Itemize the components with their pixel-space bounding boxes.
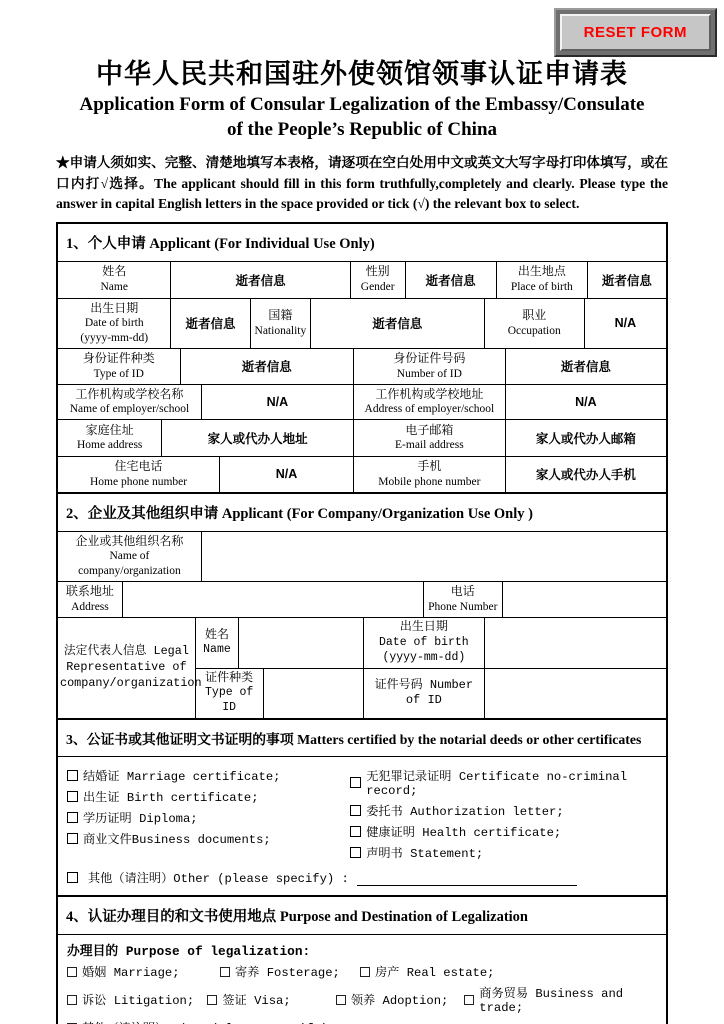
- home-address-label: 家庭住址 Home address: [76, 422, 143, 452]
- mobile-phone-label: 手机 Mobile phone number: [353, 457, 505, 492]
- cert-item-statement: 声明书 Statement;: [350, 844, 657, 861]
- employer-name-field[interactable]: N/A: [201, 385, 353, 420]
- rep-id-number-label: 证件号码 Number of ID: [363, 669, 484, 718]
- cert-item-diploma: 学历证明 Diploma;: [67, 809, 350, 826]
- s1-row-address: [58, 419, 666, 456]
- purpose-item-visa: 签证 Visa;: [207, 984, 335, 1015]
- purpose-item-marriage: 婚姻 Marriage;: [67, 963, 220, 980]
- checkbox-health-certificate[interactable]: [350, 826, 361, 837]
- occupation-field[interactable]: N/A: [584, 299, 666, 348]
- section2-header: 2、企业及其他组织申请 Applicant (For Company/Organization Use Only ): [58, 492, 666, 531]
- cert-item-marriage: 结婚证 Marriage certificate;: [67, 767, 350, 784]
- other-certificate-write-line[interactable]: [357, 872, 577, 886]
- checkbox-purpose-visa[interactable]: [207, 995, 217, 1005]
- mobile-phone-field[interactable]: 家人或代办人手机: [505, 457, 666, 492]
- home-phone-field[interactable]: N/A: [219, 457, 353, 492]
- rep-name-label: 姓名 Name: [203, 627, 231, 657]
- purpose-item-litigation: 诉讼 Litigation;: [67, 984, 207, 1015]
- purpose-label: 办理目的 Purpose of legalization:: [67, 944, 311, 960]
- place-of-birth-label: 出生地点 Place of birth: [496, 262, 587, 298]
- s2-row-rep-name: [196, 618, 666, 667]
- company-name-label: 企业或其他组织名称 Name of company/organization: [75, 533, 184, 578]
- employer-name-label: 工作机构或学校名称 Name of employer/school: [69, 386, 190, 416]
- rep-id-number-field[interactable]: [484, 669, 666, 718]
- section1-header: 1、个人申请 Applicant (For Individual Use Only): [66, 235, 375, 252]
- checkbox-statement[interactable]: [350, 847, 361, 858]
- home-phone-label: 住宅电话 Home phone number: [90, 459, 188, 488]
- nationality-label: 国籍 Nationality: [250, 299, 311, 348]
- gender-field[interactable]: 逝者信息: [405, 262, 496, 298]
- checkbox-purpose-litigation[interactable]: [67, 995, 77, 1005]
- date-of-birth-field[interactable]: 逝者信息: [170, 299, 249, 348]
- purpose-item-fosterage: 寄养 Fosterage;: [220, 963, 360, 980]
- checkbox-marriage-certificate[interactable]: [67, 770, 78, 781]
- id-number-field[interactable]: 逝者信息: [505, 349, 666, 384]
- s1-row-birth: [58, 298, 666, 348]
- s2-row-company: [58, 531, 666, 581]
- id-number-label: 身份证件号码 Number of ID: [353, 349, 505, 384]
- checkbox-no-criminal-record[interactable]: [350, 777, 361, 788]
- s2-row-rep-id: [196, 668, 666, 718]
- s2-legal-rep-block: [58, 617, 666, 718]
- company-phone-label: 电话 Phone Number: [423, 582, 502, 617]
- filling-instructions: ★申请人须如实、完整、清楚地填写本表格，请逐项在空白处用中文或英文大写字母打印体填写，或在口内打√选择。The applicant should fill in this form truthfully,completely and clearly. Please type the answer in capital English letters in the space provided or tick (√) the relevant box to select.: [56, 155, 668, 212]
- company-address-label: 联系地址 Address: [65, 584, 114, 613]
- gender-label: 性别 Gender: [350, 262, 405, 298]
- checkbox-birth-certificate[interactable]: [67, 791, 78, 802]
- purpose-item-business-trade: 商务贸易 Business and trade;: [464, 984, 657, 1015]
- checkbox-purpose-adoption[interactable]: [336, 995, 346, 1005]
- company-name-field[interactable]: [201, 532, 666, 581]
- section4-body: [58, 934, 666, 1024]
- checkbox-purpose-fosterage[interactable]: [220, 967, 230, 977]
- employer-address-label: 工作机构或学校地址 Address of employer/school: [353, 385, 505, 420]
- s1-row-id: [58, 348, 666, 384]
- form-title-english-line2: of the People’s Republic of China: [226, 118, 498, 140]
- cert-item-authorization-letter: 委托书 Authorization letter;: [350, 802, 657, 819]
- name-field[interactable]: 逝者信息: [170, 262, 349, 298]
- reset-form-button[interactable]: RESET FORM: [560, 14, 711, 51]
- email-label: 电子邮箱 E-mail address: [353, 420, 505, 456]
- cert-item-business-documents: 商业文件Business documents;: [67, 830, 350, 847]
- company-address-field[interactable]: [122, 582, 423, 617]
- id-type-label: 身份证件种类 Type of ID: [82, 351, 155, 380]
- nationality-field[interactable]: 逝者信息: [310, 299, 483, 348]
- cert-item-health-certificate: 健康证明 Health certificate;: [350, 823, 657, 840]
- checkbox-purpose-marriage[interactable]: [67, 967, 77, 977]
- company-phone-field[interactable]: [502, 582, 666, 617]
- email-field[interactable]: 家人或代办人邮箱: [505, 420, 666, 456]
- cert-item-other: 其他（请注明）Other (please specify) :: [67, 869, 657, 886]
- rep-dob-field[interactable]: [484, 618, 666, 667]
- purpose-item-adoption: 领养 Adoption;: [336, 984, 464, 1015]
- s1-row-phone: [58, 456, 666, 492]
- legal-rep-label: 法定代表人信息 Legal Representative of company/organization: [60, 644, 202, 690]
- s2-row-address: [58, 581, 666, 617]
- checkbox-authorization-letter[interactable]: [350, 805, 361, 816]
- date-of-birth-label: 出生日期 Date of birth (yyyy-mm-dd): [80, 300, 149, 345]
- checkbox-business-documents[interactable]: [67, 833, 78, 844]
- rep-id-type-label: 证件种类 Type of ID: [205, 670, 254, 715]
- section4-header: 4、认证办理目的和文书使用地点 Purpose and Destination of Legalization: [58, 895, 666, 934]
- rep-name-field[interactable]: [238, 618, 363, 667]
- form-title-english-line1: Application Form of Consular Legalization of the Embassy/Consulate: [79, 94, 645, 115]
- purpose-item-real-estate: 房产 Real estate;: [360, 963, 494, 980]
- checkbox-purpose-real-estate[interactable]: [360, 967, 370, 977]
- cert-item-no-criminal-record: 无犯罪记录证明 Certificate no-criminal record;: [350, 767, 657, 798]
- form-title-chinese: 中华人民共和国驻外使领馆领事认证申请表: [96, 59, 628, 89]
- checkbox-other-certificate[interactable]: [67, 872, 78, 883]
- section3-body: [58, 756, 666, 895]
- form-table: [56, 222, 668, 1024]
- occupation-label: 职业 Occupation: [484, 299, 584, 348]
- place-of-birth-field[interactable]: 逝者信息: [587, 262, 666, 298]
- name-label: 姓名 Name: [100, 264, 128, 293]
- purpose-item-others: [67, 1019, 336, 1024]
- reset-form-button-frame: [554, 8, 717, 57]
- form-title-english: [0, 93, 724, 142]
- home-address-field[interactable]: 家人或代办人地址: [161, 420, 353, 456]
- s1-row-employer: [58, 384, 666, 420]
- rep-id-type-field[interactable]: [263, 669, 363, 718]
- cert-item-birth: 出生证 Birth certificate;: [67, 788, 350, 805]
- employer-address-field[interactable]: N/A: [505, 385, 666, 420]
- s1-row-name: [58, 261, 666, 298]
- checkbox-diploma[interactable]: [67, 812, 78, 823]
- checkbox-purpose-business-trade[interactable]: [464, 995, 474, 1005]
- rep-dob-label: 出生日期 Date of birth (yyyy-mm-dd): [363, 618, 484, 667]
- section3-header: 3、公证书或其他证明文书证明的事项 Matters certified by the notarial deeds or other certificates: [58, 718, 666, 756]
- id-type-field[interactable]: 逝者信息: [180, 349, 353, 384]
